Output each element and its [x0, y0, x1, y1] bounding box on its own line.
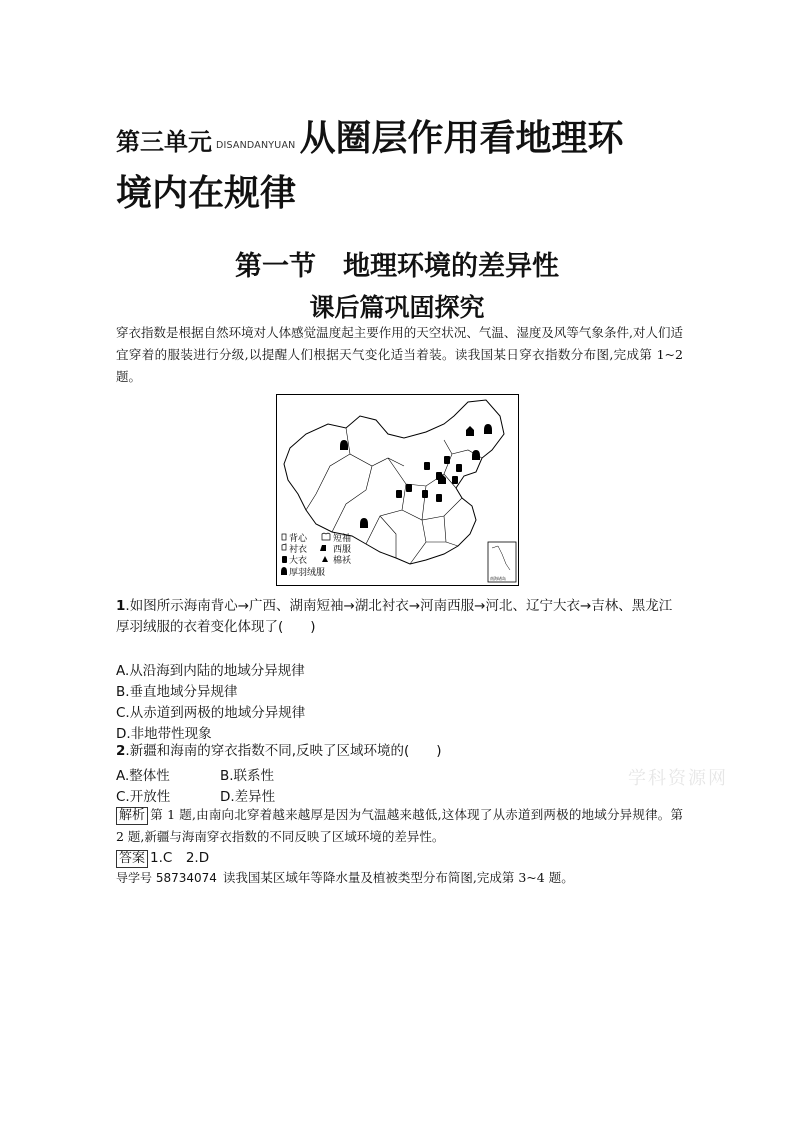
section-subtitle: 课后篇巩固探究 — [309, 293, 485, 322]
guide-text: 读我国某区域年等降水量及植被类型分布简图,完成第 3~4 题。 — [222, 870, 574, 885]
legend-heavy-down-coat: 厚羽绒服 — [289, 568, 326, 578]
heavy-down-coat-marker — [340, 440, 348, 450]
legend-shirt: 衬衣 — [289, 545, 308, 555]
unit-title: 从圈层作用看地理环 — [299, 118, 624, 159]
question-1-number: 1 — [116, 598, 126, 614]
legend-cotton-jacket: 棉袄 — [333, 556, 352, 566]
overcoat-marker — [424, 462, 430, 470]
legend-suit: 西服 — [333, 545, 352, 555]
analysis-block — [116, 804, 683, 848]
unit-label: 第三单元 — [116, 128, 212, 156]
heavy-down-coat-marker — [360, 518, 368, 528]
question-1 — [116, 596, 683, 638]
answer-tag: 答案 — [116, 850, 148, 868]
question-2-option-b: B.联系性 — [220, 768, 275, 784]
question-1-option-b: B.垂直地域分异规律 — [116, 684, 238, 700]
question-1-stem: .如图所示海南背心→广西、湖南短袖→湖北衬衣→河南西服→河北、辽宁大衣→吉林、黑龙江厚羽绒服的衣着变化体现了( ) — [116, 598, 673, 635]
overcoat-marker — [422, 490, 428, 498]
intro-paragraph: 穿衣指数是根据自然环境对人体感觉温度起主要作用的天空状况、气温、湿度及风等气象条件,对人们适宜穿着的服装进行分级,以提醒人们根据天气变化适当着装。读我国某日穿衣指数分布图,完成第 1~2 题。 — [116, 325, 683, 384]
answer-text: 1.C 2.D — [150, 850, 210, 866]
overcoat-marker — [406, 484, 412, 492]
legend-short-sleeve: 短袖 — [333, 534, 352, 544]
question-1-option-a: A.从沿海到内陆的地域分异规律 — [116, 663, 305, 679]
question-2 — [116, 741, 442, 762]
unit-pinyin: DISANDANYUAN — [216, 140, 296, 151]
question-1-option-d: D.非地带性现象 — [116, 726, 212, 742]
question-2-options-row-2 — [116, 785, 275, 805]
unit-heading — [116, 110, 623, 161]
section-title: 第一节 地理环境的差异性 — [235, 251, 559, 282]
question-2-stem: .新疆和海南的穿衣指数不同,反映了区域环境的( ) — [125, 743, 442, 759]
overcoat-marker — [436, 494, 442, 502]
clothing-index-map — [276, 394, 519, 586]
analysis-text: 第 1 题,由南向北穿着越来越厚是因为气温越来越低,这体现了从赤道到两极的地域分异规律。第 2 题,新疆与海南穿衣指数的不同反映了区域环境的差异性。 — [116, 807, 683, 844]
answer-block — [116, 846, 209, 868]
question-2-options-row-1 — [116, 764, 274, 784]
guide-number: 导学号 58734074 — [116, 871, 217, 885]
question-2-option-d: D.差异性 — [220, 789, 276, 805]
question-2-option-c: C.开放性 — [116, 789, 171, 805]
heavy-down-coat-marker — [472, 450, 480, 460]
legend-vest: 背心 — [289, 534, 308, 544]
overcoat-marker — [396, 490, 402, 498]
legend-overcoat: 大衣 — [289, 556, 308, 566]
overcoat-marker — [444, 456, 450, 464]
analysis-tag: 解析 — [116, 807, 148, 825]
question-2-number: 2 — [116, 743, 126, 759]
overcoat-marker — [452, 476, 458, 484]
question-2-option-a: A.整体性 — [116, 768, 170, 784]
question-1-option-c: C.从赤道到两极的地域分异规律 — [116, 705, 306, 721]
overcoat-marker — [456, 464, 462, 472]
inset-label: 南海诸岛 — [490, 576, 506, 581]
unit-title-continued: 境内在规律 — [116, 173, 297, 214]
watermark: 学科资源网 — [628, 768, 728, 789]
heavy-down-coat-marker — [484, 424, 492, 434]
guide-line — [116, 868, 574, 886]
